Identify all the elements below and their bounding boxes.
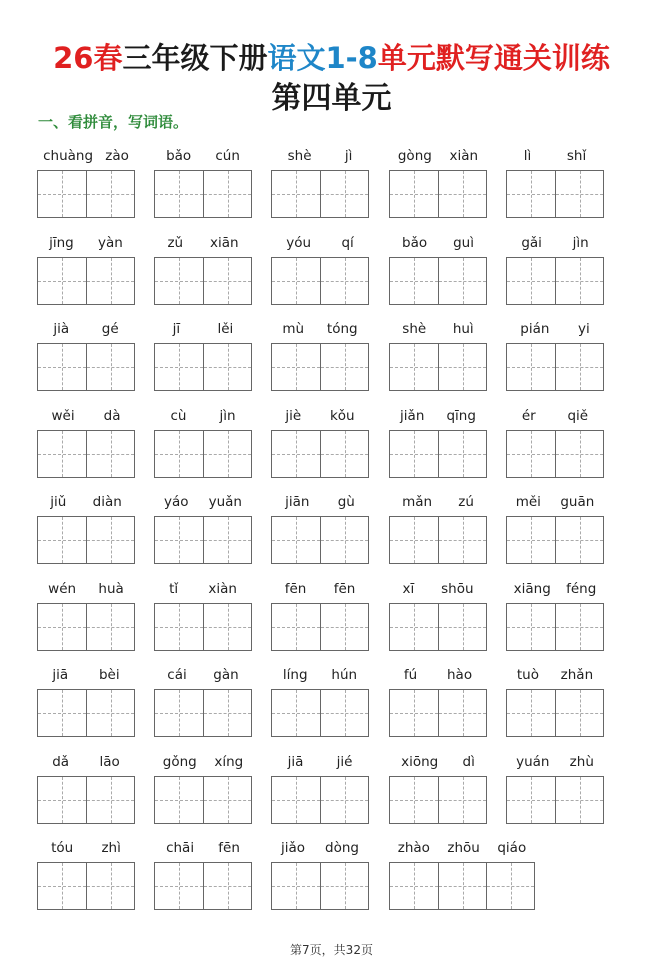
writing-box[interactable] (272, 258, 320, 304)
writing-box[interactable] (507, 777, 555, 823)
writing-box[interactable] (203, 690, 251, 736)
writing-box[interactable] (390, 604, 438, 650)
pinyin-syllable: cù (170, 407, 187, 424)
writing-box[interactable] (272, 431, 320, 477)
pinyin-syllable: zú (458, 494, 474, 510)
writing-boxes (154, 603, 252, 651)
writing-box[interactable] (320, 517, 368, 563)
title-part-1: 26春 (53, 41, 123, 75)
writing-box[interactable] (390, 171, 438, 217)
writing-box[interactable] (38, 431, 86, 477)
section-heading: 一、看拼音，写词语。 (38, 113, 189, 131)
writing-box[interactable] (320, 344, 368, 390)
pinyin-syllable: qīng (446, 407, 476, 424)
pinyin-syllable: tóu (51, 840, 74, 856)
writing-boxes (506, 603, 604, 651)
pinyin-label (271, 838, 369, 856)
title-part-4: 单元默写通关训练 (377, 41, 610, 75)
writing-box[interactable] (507, 171, 555, 217)
writing-boxes (37, 776, 135, 824)
pinyin-syllable: kǒu (329, 407, 355, 424)
writing-boxes (389, 776, 487, 824)
pinyin-label (37, 146, 135, 164)
writing-boxes (271, 776, 369, 824)
writing-box[interactable] (38, 690, 86, 736)
writing-box[interactable] (555, 431, 603, 477)
writing-box[interactable] (38, 344, 86, 390)
writing-box[interactable] (507, 431, 555, 477)
pinyin-syllable: dà (103, 407, 121, 424)
writing-boxes (271, 516, 369, 564)
writing-boxes (37, 516, 135, 564)
pinyin-label (154, 146, 252, 164)
writing-box[interactable] (38, 863, 86, 909)
writing-boxes (506, 689, 604, 737)
writing-box[interactable] (86, 604, 134, 650)
writing-box[interactable] (155, 690, 203, 736)
writing-box[interactable] (272, 690, 320, 736)
pinyin-syllable: tǐ (169, 580, 179, 597)
pinyin-label (37, 492, 135, 510)
writing-box[interactable] (203, 344, 251, 390)
pinyin-syllable: pián (520, 321, 550, 337)
writing-box[interactable] (272, 344, 320, 390)
pinyin-syllable: fēn (284, 580, 307, 597)
pinyin-syllable: dǎ (52, 753, 70, 770)
pinyin-label (37, 406, 135, 424)
writing-box[interactable] (507, 604, 555, 650)
pinyin-label (37, 319, 135, 337)
pinyin-syllable: cún (215, 148, 240, 164)
pinyin-label (154, 233, 252, 251)
pinyin-syllable: jié (336, 753, 353, 770)
writing-box[interactable] (155, 431, 203, 477)
pinyin-syllable: yáo (164, 494, 189, 510)
writing-boxes (154, 430, 252, 478)
pinyin-syllable: jì (344, 148, 353, 164)
pinyin-syllable: jiān (285, 494, 310, 510)
pinyin-syllable: yuǎn (208, 494, 242, 510)
writing-boxes (154, 689, 252, 737)
pinyin-label (506, 319, 604, 337)
writing-boxes (154, 170, 252, 218)
pinyin-syllable: gǒng (162, 753, 197, 770)
writing-boxes (271, 430, 369, 478)
pinyin-label (389, 665, 487, 683)
writing-boxes (271, 343, 369, 391)
writing-box[interactable] (272, 171, 320, 217)
writing-box[interactable] (320, 431, 368, 477)
writing-box[interactable] (155, 604, 203, 650)
writing-box[interactable] (555, 604, 603, 650)
pinyin-syllable: líng (282, 667, 308, 683)
pinyin-label (154, 406, 252, 424)
writing-box[interactable] (390, 863, 438, 909)
pinyin-syllable: cái (167, 667, 187, 683)
writing-boxes (37, 603, 135, 651)
pinyin-syllable: lāo (99, 753, 120, 770)
writing-boxes (154, 516, 252, 564)
pinyin-syllable: lěi (217, 321, 234, 337)
pinyin-syllable: xiàn (208, 580, 237, 597)
pinyin-label (154, 665, 252, 683)
writing-box[interactable] (390, 777, 438, 823)
writing-box[interactable] (390, 431, 438, 477)
pinyin-label (506, 665, 604, 683)
writing-boxes (271, 257, 369, 305)
pinyin-syllable: dòng (325, 840, 359, 856)
writing-box[interactable] (155, 863, 203, 909)
pinyin-syllable: xíng (214, 753, 244, 770)
writing-box[interactable] (438, 777, 486, 823)
pinyin-syllable: hún (331, 667, 358, 683)
writing-boxes (154, 343, 252, 391)
pinyin-syllable: jiā (287, 753, 304, 770)
pinyin-syllable: tóng (326, 321, 358, 337)
writing-boxes (506, 170, 604, 218)
writing-box[interactable] (555, 517, 603, 563)
pinyin-syllable: guì (453, 234, 474, 251)
pinyin-label (271, 146, 369, 164)
pinyin-syllable: diàn (92, 494, 122, 510)
pinyin-syllable: wěi (51, 407, 75, 424)
writing-box[interactable] (507, 690, 555, 736)
pinyin-syllable: chāi (166, 840, 195, 856)
writing-box[interactable] (320, 604, 368, 650)
pinyin-syllable: gàn (213, 667, 239, 683)
pinyin-syllable: fēn (333, 580, 356, 597)
pinyin-label (506, 233, 604, 251)
writing-boxes (154, 862, 252, 910)
writing-boxes (389, 430, 487, 478)
pinyin-syllable: zào (105, 148, 129, 164)
writing-boxes (271, 603, 369, 651)
writing-box[interactable] (438, 431, 486, 477)
pinyin-label (37, 579, 135, 597)
pinyin-label (37, 838, 135, 856)
writing-boxes (389, 603, 487, 651)
pinyin-syllable: wén (48, 580, 77, 597)
pinyin-label (37, 233, 135, 251)
pinyin-syllable: huì (452, 321, 474, 337)
writing-boxes (506, 430, 604, 478)
writing-box[interactable] (438, 517, 486, 563)
writing-boxes (37, 862, 135, 910)
writing-box[interactable] (203, 863, 251, 909)
pinyin-label (271, 492, 369, 510)
writing-box[interactable] (555, 777, 603, 823)
pinyin-syllable: mǎn (402, 494, 433, 510)
writing-box[interactable] (155, 517, 203, 563)
pinyin-syllable: jìn (572, 234, 589, 251)
pinyin-syllable: shè (287, 148, 312, 164)
writing-boxes (506, 516, 604, 564)
writing-boxes (37, 689, 135, 737)
pinyin-syllable: bǎo (166, 148, 192, 164)
pinyin-label (506, 752, 604, 770)
pinyin-syllable: gòng (397, 148, 432, 164)
writing-box[interactable] (38, 777, 86, 823)
writing-box[interactable] (203, 258, 251, 304)
pinyin-label (271, 579, 369, 597)
writing-box[interactable] (438, 171, 486, 217)
pinyin-syllable: xiōng (401, 753, 439, 770)
pinyin-label (506, 146, 604, 164)
pinyin-syllable: xī (402, 580, 415, 597)
pinyin-syllable: xiān (209, 234, 239, 251)
writing-box[interactable] (320, 690, 368, 736)
pinyin-syllable: jiā (52, 667, 69, 683)
pinyin-syllable: hào (447, 667, 473, 683)
pinyin-syllable: jiǔ (50, 494, 67, 510)
pinyin-label (389, 579, 487, 597)
writing-box[interactable] (86, 171, 134, 217)
writing-box[interactable] (320, 258, 368, 304)
writing-box[interactable] (155, 258, 203, 304)
pinyin-syllable: bèi (98, 667, 120, 683)
writing-box[interactable] (155, 344, 203, 390)
pinyin-label (506, 492, 604, 510)
pinyin-label (37, 752, 135, 770)
pinyin-syllable: zǔ (167, 234, 184, 251)
writing-boxes (506, 257, 604, 305)
pinyin-syllable: gǎi (521, 234, 542, 251)
pinyin-syllable: bǎo (402, 234, 428, 251)
writing-box[interactable] (203, 431, 251, 477)
pinyin-label (389, 492, 487, 510)
pinyin-label (154, 319, 252, 337)
pinyin-syllable: shōu (441, 580, 474, 597)
pinyin-label (271, 752, 369, 770)
pinyin-label (389, 406, 487, 424)
pinyin-syllable: fēn (218, 840, 240, 856)
writing-box[interactable] (86, 863, 134, 909)
pinyin-label (389, 752, 487, 770)
writing-box[interactable] (155, 171, 203, 217)
writing-box[interactable] (272, 863, 320, 909)
pinyin-syllable: fú (403, 667, 418, 683)
writing-box[interactable] (38, 517, 86, 563)
writing-box[interactable] (86, 777, 134, 823)
pinyin-syllable: jiǎn (400, 407, 425, 424)
writing-box[interactable] (86, 517, 134, 563)
pinyin-label (506, 406, 604, 424)
pinyin-label (271, 233, 369, 251)
writing-box[interactable] (390, 258, 438, 304)
writing-box[interactable] (86, 344, 134, 390)
pinyin-syllable: huà (98, 580, 124, 597)
writing-box[interactable] (203, 517, 251, 563)
pinyin-label (389, 838, 535, 856)
pinyin-syllable: yóu (286, 234, 312, 251)
writing-boxes (389, 170, 487, 218)
writing-box[interactable] (86, 258, 134, 304)
pinyin-syllable: lì (523, 148, 532, 164)
page-footer: 第7页，共32页 (290, 943, 373, 957)
pinyin-syllable: mù (282, 321, 305, 337)
pinyin-syllable: zhōu (447, 840, 480, 856)
writing-boxes (37, 430, 135, 478)
writing-box[interactable] (86, 431, 134, 477)
writing-box[interactable] (38, 171, 86, 217)
writing-boxes (37, 170, 135, 218)
writing-boxes (506, 343, 604, 391)
pinyin-syllable: shǐ (566, 148, 587, 164)
writing-box[interactable] (86, 690, 134, 736)
title-part-3: 语文1-8 (267, 41, 378, 75)
writing-box[interactable] (203, 604, 251, 650)
writing-boxes (389, 862, 535, 910)
writing-box[interactable] (390, 517, 438, 563)
pinyin-label (154, 838, 252, 856)
pinyin-syllable: ér (521, 407, 536, 424)
writing-box[interactable] (320, 171, 368, 217)
writing-boxes (506, 776, 604, 824)
writing-box[interactable] (438, 344, 486, 390)
writing-boxes (271, 689, 369, 737)
pinyin-syllable: xiāng (513, 580, 551, 597)
writing-box[interactable] (486, 863, 534, 909)
pinyin-label (389, 146, 487, 164)
writing-boxes (271, 862, 369, 910)
pinyin-syllable: yàn (98, 234, 123, 251)
writing-box[interactable] (272, 517, 320, 563)
writing-box[interactable] (390, 344, 438, 390)
pinyin-label (154, 579, 252, 597)
writing-box[interactable] (438, 690, 486, 736)
pinyin-syllable: zhào (397, 840, 430, 856)
writing-boxes (389, 343, 487, 391)
writing-box[interactable] (203, 171, 251, 217)
pinyin-label (506, 579, 604, 597)
pinyin-label (389, 233, 487, 251)
writing-box[interactable] (272, 777, 320, 823)
writing-boxes (37, 257, 135, 305)
pinyin-label (154, 752, 252, 770)
pinyin-label (389, 319, 487, 337)
writing-box[interactable] (507, 344, 555, 390)
writing-box[interactable] (555, 344, 603, 390)
writing-box[interactable] (555, 258, 603, 304)
pinyin-syllable: chuàng (43, 148, 94, 164)
pinyin-syllable: guān (560, 494, 595, 510)
writing-box[interactable] (507, 517, 555, 563)
pinyin-syllable: jī (172, 321, 181, 337)
pinyin-syllable: zhǎn (560, 667, 594, 683)
writing-boxes (389, 516, 487, 564)
writing-box[interactable] (438, 258, 486, 304)
unit-subtitle: 第四单元 (271, 81, 392, 116)
writing-box[interactable] (507, 258, 555, 304)
writing-box[interactable] (38, 258, 86, 304)
writing-boxes (389, 689, 487, 737)
writing-boxes (271, 170, 369, 218)
writing-box[interactable] (320, 777, 368, 823)
writing-box[interactable] (438, 863, 486, 909)
pinyin-syllable: qiáo (497, 840, 527, 856)
writing-boxes (37, 343, 135, 391)
pinyin-label (271, 665, 369, 683)
writing-box[interactable] (320, 863, 368, 909)
writing-boxes (154, 776, 252, 824)
pinyin-syllable: jiè (285, 407, 302, 424)
writing-box[interactable] (390, 690, 438, 736)
title-part-2: 三年级下册 (122, 41, 268, 75)
pinyin-syllable: jīng (49, 234, 74, 251)
pinyin-syllable: gé (101, 321, 119, 337)
writing-box[interactable] (272, 604, 320, 650)
pinyin-syllable: zhì (101, 840, 121, 856)
pinyin-syllable: yi (577, 321, 590, 337)
pinyin-syllable: gù (337, 494, 355, 510)
writing-box[interactable] (38, 604, 86, 650)
pinyin-syllable: qiě (567, 407, 589, 424)
pinyin-label (271, 319, 369, 337)
pinyin-syllable: zhù (569, 753, 594, 770)
pinyin-syllable: jìn (219, 407, 236, 424)
writing-box[interactable] (555, 690, 603, 736)
pinyin-syllable: féng (566, 580, 597, 597)
pinyin-label (271, 406, 369, 424)
writing-box[interactable] (203, 777, 251, 823)
pinyin-syllable: shè (402, 321, 427, 337)
pinyin-syllable: jiǎo (280, 840, 306, 856)
pinyin-syllable: tuò (516, 667, 539, 683)
pinyin-syllable: qí (341, 234, 354, 251)
pinyin-label (37, 665, 135, 683)
writing-boxes (154, 257, 252, 305)
writing-box[interactable] (155, 777, 203, 823)
pinyin-syllable: xiàn (449, 148, 479, 164)
pinyin-label (154, 492, 252, 510)
pinyin-syllable: yuán (516, 753, 550, 770)
pinyin-syllable: měi (515, 494, 541, 510)
writing-box[interactable] (555, 171, 603, 217)
pinyin-syllable: dì (462, 753, 475, 770)
writing-boxes (389, 257, 487, 305)
pinyin-syllable: jià (53, 321, 70, 337)
writing-box[interactable] (438, 604, 486, 650)
